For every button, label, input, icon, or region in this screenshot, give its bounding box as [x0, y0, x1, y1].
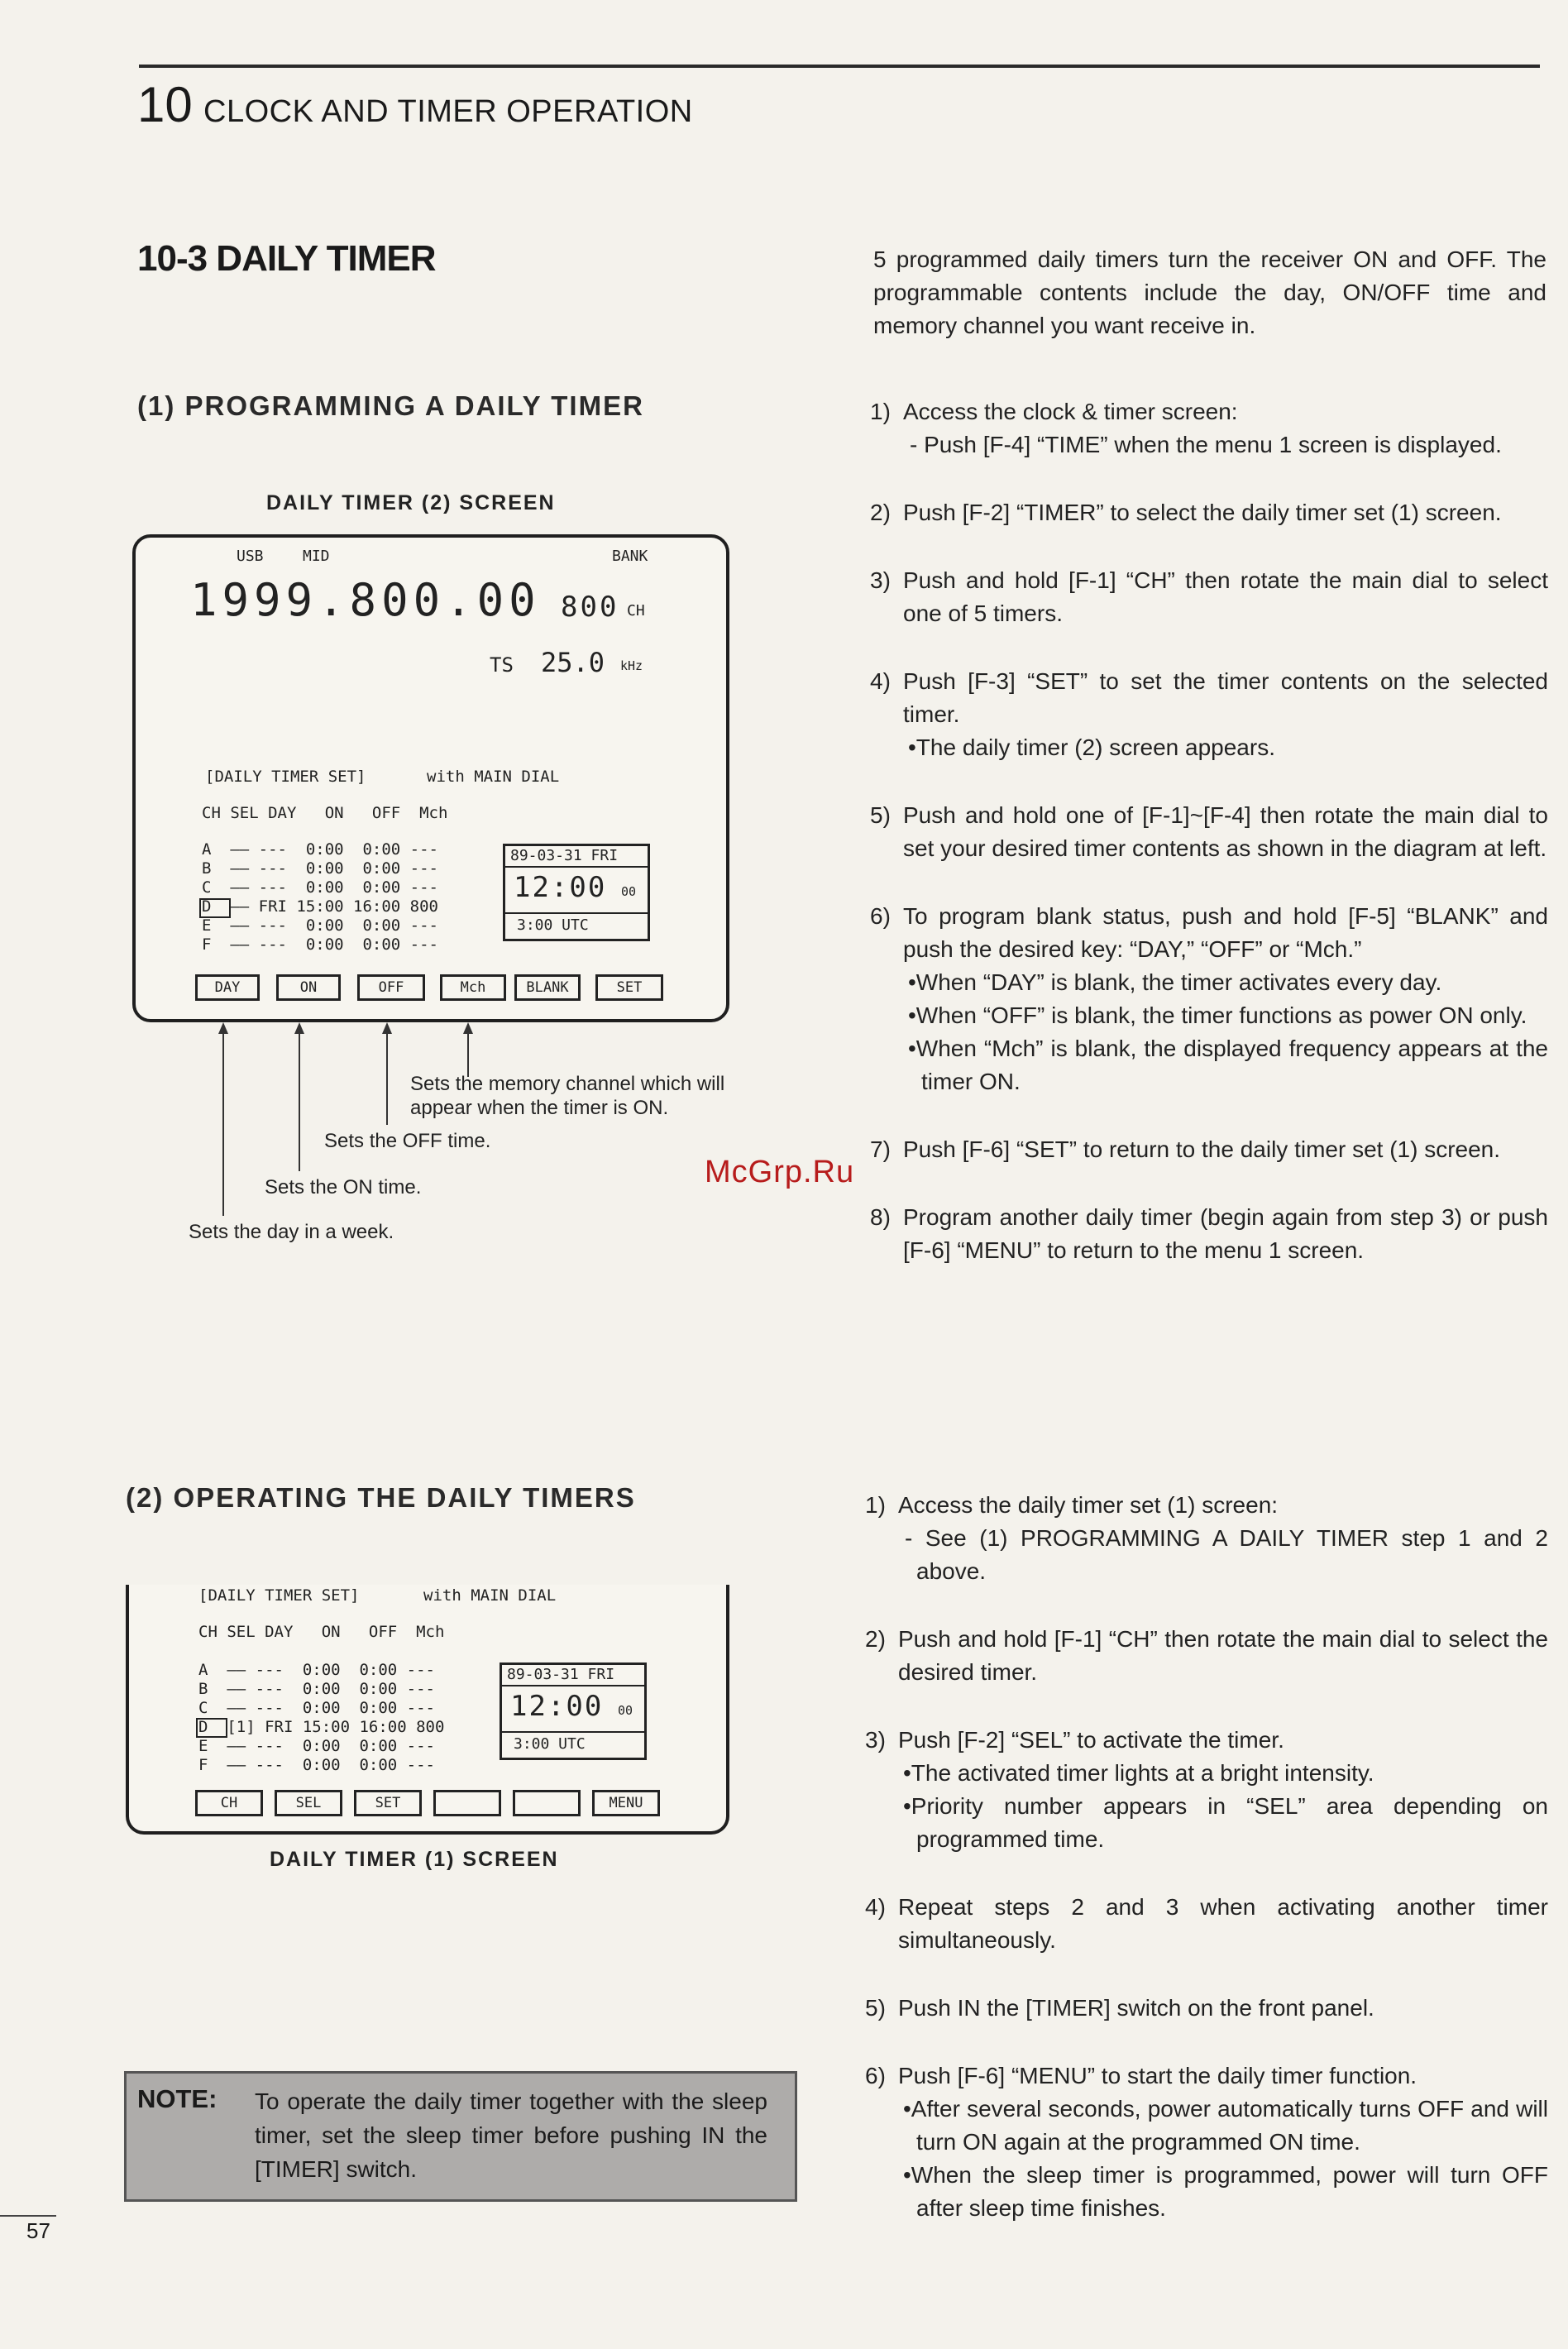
- step-text: Push and hold one of [F-1]~[F-4] then rotate the main dial to set your desired timer contents as shown in the diagram at left.: [903, 802, 1548, 861]
- utc-readout: 3:00 UTC: [517, 916, 589, 934]
- timer-row: E —— --- 0:00 0:00 ---: [198, 1737, 435, 1755]
- step-item: [865, 1724, 1548, 1856]
- blank-softkey-4[interactable]: [433, 1790, 501, 1816]
- chapter-number: 10: [137, 77, 193, 132]
- step-number: 1): [870, 399, 891, 424]
- step-number: 3): [865, 1727, 886, 1753]
- frequency-readout: 1999.800.00: [190, 574, 541, 626]
- step-number: 4): [865, 1894, 886, 1920]
- part1-steps: [870, 395, 1548, 1267]
- arrow-off: [386, 1032, 388, 1125]
- clock-box: [503, 844, 650, 941]
- step-text: Access the daily timer set (1) screen:: [898, 1492, 1279, 1518]
- set-softkey[interactable]: SET: [595, 974, 663, 1001]
- daily-timer-1-screen: [126, 1585, 729, 1835]
- step-bullet: •The activated timer lights at a bright intensity.: [903, 1760, 1374, 1786]
- step-item: [870, 564, 1548, 630]
- off-softkey[interactable]: OFF: [357, 974, 425, 1001]
- step-item: [870, 1201, 1548, 1267]
- part1-heading: (1) PROGRAMMING A DAILY TIMER: [137, 390, 644, 421]
- ts-unit: kHz: [620, 658, 643, 673]
- part2-steps: [865, 1489, 1548, 2225]
- step-text: Push and hold [F-1] “CH” then rotate the main dial to select one of 5 timers.: [903, 567, 1548, 626]
- section-title: 10-3 DAILY TIMER: [137, 238, 436, 279]
- step-item: [870, 665, 1548, 764]
- arrow-day: [222, 1032, 224, 1216]
- step-text: Push IN the [TIMER] switch on the front panel.: [898, 1995, 1374, 2021]
- step-number: 6): [870, 903, 891, 929]
- step-text: Push and hold [F-1] “CH” then rotate the main dial to select the desired timer.: [898, 1626, 1548, 1685]
- timer-columns: CH SEL DAY ON OFF Mch: [198, 1623, 445, 1641]
- step-text: Push [F-6] “SET” to return to the daily timer set (1) screen.: [903, 1136, 1501, 1162]
- arrow-mch: [467, 1032, 469, 1077]
- step-text: Push [F-6] “MENU” to start the daily timer function.: [898, 2063, 1417, 2088]
- selected-row-marker: [199, 898, 231, 918]
- menu-softkey[interactable]: MENU: [592, 1790, 660, 1816]
- clock-readout: 12:00: [514, 871, 607, 904]
- bank-label: BANK: [612, 548, 648, 565]
- channel-number: 800: [561, 591, 619, 624]
- step-item: [865, 2060, 1548, 2225]
- part2-heading: (2) OPERATING THE DAILY TIMERS: [126, 1482, 636, 1513]
- timer-row: F —— --- 0:00 0:00 ---: [202, 935, 438, 954]
- step-number: 4): [870, 668, 891, 694]
- step-bullet: •The daily timer (2) screen appears.: [908, 734, 1275, 760]
- timer-title: [DAILY TIMER SET]: [198, 1586, 360, 1605]
- ch-softkey[interactable]: CH: [195, 1790, 263, 1816]
- filter-label: MID: [303, 548, 330, 565]
- note-label: NOTE:: [137, 2084, 218, 2113]
- utc-readout: 3:00 UTC: [514, 1735, 586, 1753]
- blank-softkey[interactable]: BLANK: [514, 974, 581, 1001]
- watermark: McGrp.Ru: [705, 1155, 855, 1189]
- step-item: [870, 900, 1548, 1098]
- note-text: To operate the daily timer together with the sleep timer, set the sleep timer before pushing IN the [TIMER] switch.: [255, 2088, 767, 2182]
- sel-softkey[interactable]: SEL: [275, 1790, 342, 1816]
- timer-row: C —— --- 0:00 0:00 ---: [198, 1699, 435, 1717]
- step-item: [870, 496, 1548, 529]
- clock-seconds: 00: [618, 1703, 633, 1718]
- day-softkey[interactable]: DAY: [195, 974, 260, 1001]
- step-item: [865, 1623, 1548, 1689]
- step-number: 8): [870, 1204, 891, 1230]
- step-text: Program another daily timer (begin again from step 3) or push [F-6] “MENU” to return to the menu 1 screen.: [903, 1204, 1548, 1263]
- channel-unit: CH: [627, 602, 645, 620]
- step-bullet: •When “DAY” is blank, the timer activates every day.: [908, 969, 1442, 995]
- chapter-title: CLOCK AND TIMER OPERATION: [203, 94, 693, 129]
- timer-columns: CH SEL DAY ON OFF Mch: [202, 804, 448, 822]
- timer-row: C —— --- 0:00 0:00 ---: [202, 878, 438, 897]
- timer-row: B —— --- 0:00 0:00 ---: [202, 859, 438, 878]
- timer-title-right: with MAIN DIAL: [427, 768, 560, 786]
- set-softkey[interactable]: SET: [354, 1790, 422, 1816]
- part1-caption: DAILY TIMER (2) SCREEN: [266, 491, 556, 514]
- step-text: Push [F-2] “TIMER” to select the daily timer set (1) screen.: [903, 500, 1502, 525]
- clock-seconds: 00: [621, 884, 637, 899]
- step-text: To program blank status, push and hold [F-5] “BLANK” and push the desired key: “DAY,” “OFF” or “Mch.”: [903, 903, 1548, 962]
- step-number: 1): [865, 1492, 886, 1518]
- timer-row: D —— FRI 15:00 16:00 800: [202, 897, 438, 916]
- on-softkey[interactable]: ON: [276, 974, 341, 1001]
- page-number-rule: [0, 2215, 56, 2217]
- step-item: [870, 799, 1548, 865]
- clock-readout: 12:00: [510, 1690, 604, 1723]
- step-number: 6): [865, 2063, 886, 2088]
- step-text: Repeat steps 2 and 3 when activating another timer simultaneously.: [898, 1894, 1548, 1953]
- arrow-on: [299, 1032, 300, 1171]
- annotation-off: Sets the OFF time.: [324, 1130, 491, 1152]
- ts-label: TS: [490, 653, 514, 677]
- timer-row: A —— --- 0:00 0:00 ---: [202, 840, 438, 859]
- step-number: 2): [865, 1626, 886, 1652]
- step-bullet: •After several seconds, power automatically turns OFF and will turn ON again at the programmed ON time.: [903, 2096, 1548, 2155]
- step-number: 3): [870, 567, 891, 593]
- step-text: Push [F-2] “SEL” to activate the timer.: [898, 1727, 1284, 1753]
- timer-table: [202, 840, 438, 954]
- ts-value: 25.0: [541, 647, 605, 678]
- annotation-day: Sets the day in a week.: [189, 1221, 394, 1243]
- step-item: [870, 395, 1548, 462]
- timer-title-right: with MAIN DIAL: [423, 1586, 557, 1605]
- step-item: [865, 1891, 1548, 1957]
- step-bullet: •When “Mch” is blank, the displayed frequency appears at the timer ON.: [908, 1036, 1548, 1094]
- annotation-on: Sets the ON time.: [265, 1176, 422, 1198]
- step-text: Push [F-3] “SET” to set the timer contents on the selected timer.: [903, 668, 1548, 727]
- step-bullet: •When “OFF” is blank, the timer functions as power ON only.: [908, 1002, 1527, 1028]
- step-bullet: •Priority number appears in “SEL” area depending on programmed time.: [903, 1793, 1548, 1852]
- step-subnote: - Push [F-4] “TIME” when the menu 1 screen is displayed.: [910, 432, 1502, 457]
- step-bullet: •When the sleep timer is programmed, power will turn OFF after sleep time finishes.: [903, 2162, 1548, 2221]
- selected-row-marker: [196, 1718, 227, 1738]
- step-number: 5): [865, 1995, 886, 2021]
- step-item: [870, 1133, 1548, 1166]
- date-readout: 89-03-31 FRI: [507, 1666, 615, 1683]
- page-number: 57: [26, 2218, 50, 2243]
- timer-row: A —— --- 0:00 0:00 ---: [198, 1661, 435, 1679]
- part2-caption: DAILY TIMER (1) SCREEN: [270, 1848, 559, 1871]
- timer-title: [DAILY TIMER SET]: [205, 768, 366, 786]
- timer-row: B —— --- 0:00 0:00 ---: [198, 1680, 435, 1698]
- timer-row: F —— --- 0:00 0:00 ---: [198, 1756, 435, 1774]
- step-item: [865, 1992, 1548, 2025]
- clock-box: [500, 1662, 647, 1760]
- step-number: 5): [870, 802, 891, 828]
- timer-table: [198, 1661, 444, 1775]
- mch-softkey[interactable]: Mch: [440, 974, 506, 1001]
- timer-row: E —— --- 0:00 0:00 ---: [202, 916, 438, 935]
- header-rule: [139, 65, 1540, 68]
- step-item: [865, 1489, 1548, 1588]
- annotation-mch: Sets the memory channel which will appear when the timer is ON.: [410, 1073, 725, 1119]
- mode-label: USB: [237, 548, 264, 565]
- step-number: 2): [870, 500, 891, 525]
- intro-paragraph: 5 programmed daily timers turn the receiver ON and OFF. The programmable contents include the day, ON/OFF time and memory channel you want receive in.: [873, 246, 1546, 338]
- step-text: Access the clock & timer screen:: [903, 399, 1238, 424]
- step-number: 7): [870, 1136, 891, 1162]
- step-subnote: - See (1) PROGRAMMING A DAILY TIMER step 1 and 2 above.: [905, 1525, 1548, 1584]
- date-readout: 89-03-31 FRI: [510, 847, 619, 864]
- blank-softkey-5[interactable]: [513, 1790, 581, 1816]
- timer-row: D [1] FRI 15:00 16:00 800: [198, 1718, 445, 1736]
- daily-timer-2-screen: [132, 534, 729, 1022]
